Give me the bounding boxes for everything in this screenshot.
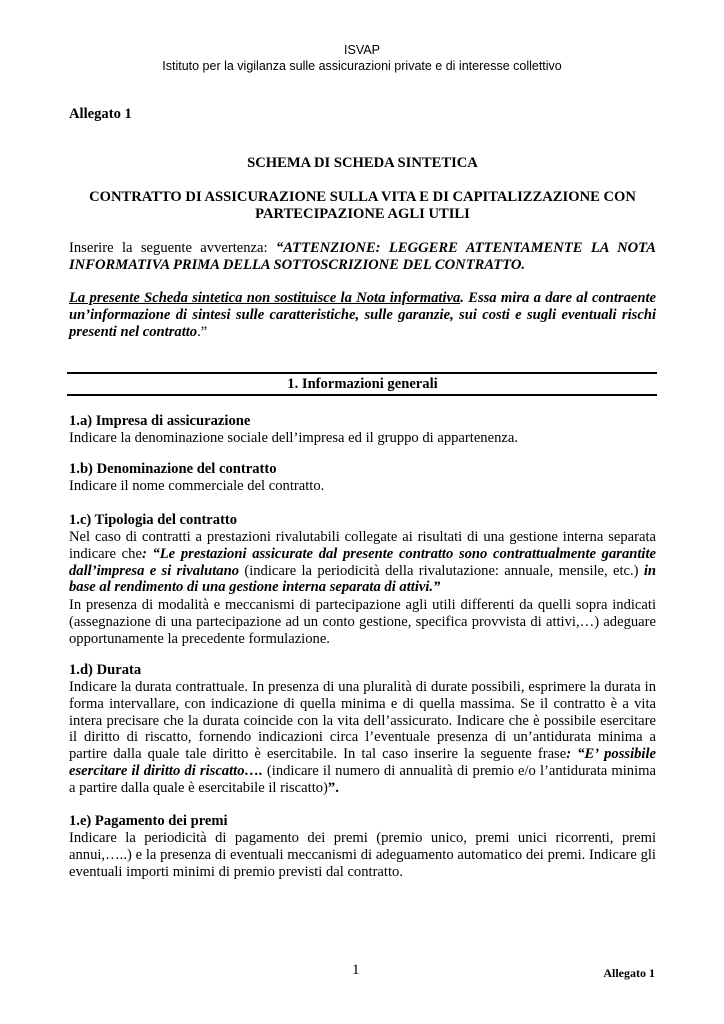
item-d-text-2: (indicare il numero di annualità di premio e/o l’antidurata minima a partire dalla quale è esercitabile il riscatto) [69, 762, 656, 796]
item-c-body [69, 529, 656, 596]
item-d-heading: 1.d) Durata [69, 662, 142, 678]
page-title: SCHEMA DI SCHEDA SINTETICA [247, 155, 478, 171]
item-c-text-2: (indicare la periodicità della rivalutazione: annuale, mensile, etc.) [239, 562, 644, 579]
item-a-body: Indicare la denominazione sociale dell’impresa ed il gruppo di appartenenza. [69, 430, 518, 446]
annex-label: Allegato 1 [69, 106, 132, 122]
item-b-heading: 1.b) Denominazione del contratto [69, 461, 277, 477]
warning-paragraph [69, 240, 656, 274]
note-rest: . Essa mira a dare al contraente un’informazione di sintesi sulle caratteristiche, sulle garanzie, sui costi e sugli eventuali rischi presenti nel contratto [69, 290, 656, 340]
item-c-quote-2: in base al rendimento di una gestione interna separata di attivi.” [69, 562, 656, 596]
note-closing: .” [197, 323, 208, 340]
warning-text: “ATTENZIONE: LEGGERE ATTENTAMENTE LA NOTA INFORMATIVA PRIMA DELLA SOTTOSCRIZIONE DEL CONTRATTO. [69, 240, 657, 273]
item-d-body [69, 679, 656, 797]
item-e-heading: 1.e) Pagamento dei premi [69, 813, 228, 829]
item-e-body: Indicare la periodicità di pagamento dei premi (premio unico, premi unici ricorrenti, premi annui,…..) e la presenza di eventuali meccanismi di adeguamento automatico dei premi. Indicare gli eventuali importi minimi di premio previsti dal contratto. [69, 830, 656, 880]
item-d-quote: : “E’ possibile esercitare il diritto di riscatto…. [69, 746, 657, 779]
header-org-short: ISVAP [344, 43, 380, 57]
section-rule-top [67, 372, 657, 374]
section-rule-bottom [67, 394, 657, 396]
header-org-full: Istituto per la vigilanza sulle assicurazioni private e di interesse collettivo [162, 59, 562, 73]
page-number: 1 [352, 962, 360, 978]
page-subtitle: CONTRATTO DI ASSICURAZIONE SULLA VITA E DI CAPITALIZZAZIONE CON PARTECIPAZIONE AGLI UTILI [89, 189, 636, 222]
item-b-body: Indicare il nome commerciale del contratto. [69, 478, 325, 494]
item-c-text-1: Nel caso di contratti a prestazioni rivalutabili collegate ai risultati di una gestione interna separata indicare che [69, 529, 656, 562]
section-heading: 1. Informazioni generali [287, 376, 438, 392]
note-paragraph [69, 290, 656, 340]
item-c-quote-1: : “Le prestazioni assicurate dal presente contratto sono contrattualmente garantite dall’impresa e si rivalutano [69, 545, 657, 579]
footer-annex-label: Allegato 1 [603, 966, 655, 980]
note-underlined: La presente Scheda sintetica non sostituisce la Nota informativa [69, 290, 461, 306]
warning-lead: Inserire la seguente avvertenza: [69, 240, 276, 256]
item-c-body-2: In presenza di modalità e meccanismi di partecipazione agli utili differenti da quelli sopra indicati (assegnazione di una partecipazione ad un conto gestione, specifica provvista di attivi,…) adeguare opportunamente la precedente formulazione. [69, 597, 656, 647]
item-c-heading: 1.c) Tipologia del contratto [69, 512, 238, 528]
item-d-closing: ”. [327, 779, 339, 796]
item-a-heading: 1.a) Impresa di assicurazione [69, 413, 251, 429]
item-d-text-1: Indicare la durata contrattuale. In presenza di una pluralità di durate possibili, esprimere la durata in forma intervallare, con indicazione di quella minima e di quella massima. Se il contratto è a vita intera precisare che la durata coincide con la vita dell’assicurato. Indicare che è possibile esercitare il diritto di riscatto, fornendo indicazioni circa l’eventuale presenza di un’antidurata minima a partire dalla quale tale diritto è esercitabile. In tal caso inserire la seguente frase [69, 679, 656, 763]
